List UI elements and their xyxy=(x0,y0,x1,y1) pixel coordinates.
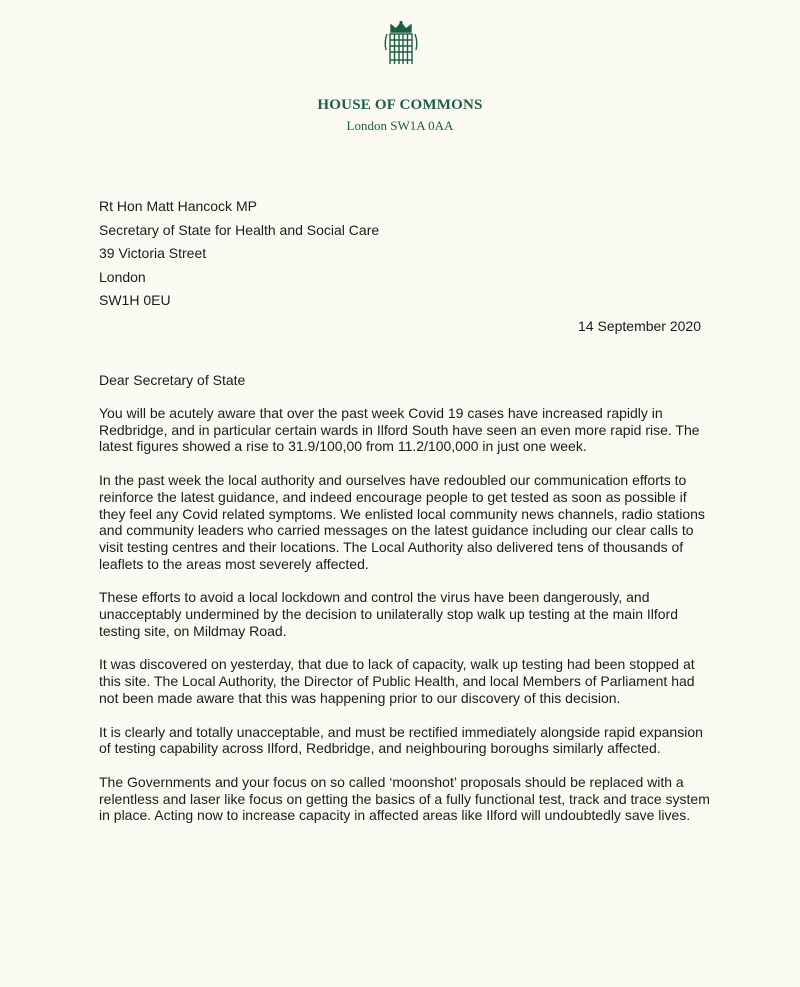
recipient-title: Secretary of State for Health and Social Care xyxy=(99,221,380,238)
recipient-city: London xyxy=(99,268,146,285)
recipient-postcode: SW1H 0EU xyxy=(99,292,171,308)
salutation: Dear Secretary of State xyxy=(99,372,246,388)
letter-body xyxy=(99,405,711,841)
portcullis-crest-icon xyxy=(381,20,421,70)
recipient-address xyxy=(99,195,379,313)
recipient-street: 39 Victoria Street xyxy=(99,245,207,261)
body-paragraph: These efforts to avoid a local lockdown and control the virus have been dangerously, and unacceptably undermined by the decision to unilaterally stop walk up testing at the main Ilford testing site, on Mildmay Road. xyxy=(99,589,679,639)
body-paragraph: You will be acutely aware that over the past week Covid 19 cases have increased rapidly in Redbridge, and in particular certain wards in Ilford South have seen an even more rapid rise. The latest figures showed a rise to 31.9/100,00 from 11.2/100,000 in just one week. xyxy=(99,405,700,455)
body-paragraph: It is clearly and totally unacceptable, and must be rectified immediately alongside rapid expansion of testing capability across Ilford, Redbridge, and neighbouring boroughs similarly affected. xyxy=(99,723,703,757)
body-paragraph: The Governments and your focus on so called ‘moonshot’ proposals should be replaced with a relentless and laser like focus on getting the basics of a fully functional test, track and trace system in place. Acting now to increase capacity in affected areas like Ilford will undoubtedly save lives. xyxy=(99,773,710,824)
body-paragraph: In the past week the local authority and ourselves have redoubled our communication efforts to reinforce the latest guidance, and indeed encourage people to get tested as soon as possible if they feel any Covid related symptoms. We enlisted local community news channels, radio stations and community leaders who carried messages on the latest guidance including our clear calls to visit testing centres and their locations. The Local Authority also delivered tens of thousands of leaflets to the areas most severely affected. xyxy=(99,472,705,572)
letterhead-address: London SW1A 0AA xyxy=(346,118,454,133)
letterhead-title: HOUSE OF COMMONS xyxy=(317,97,483,113)
body-paragraph: It was discovered on yesterday, that due to lack of capacity, walk up testing had been stopped at this site. The Local Authority, the Director of Public Health, and local Members of Parliament had not been made aware that this was happening prior to our discovery of this decision. xyxy=(99,656,695,706)
recipient-name: Rt Hon Matt Hancock MP xyxy=(99,198,257,214)
letter-date: 14 September 2020 xyxy=(578,318,701,334)
